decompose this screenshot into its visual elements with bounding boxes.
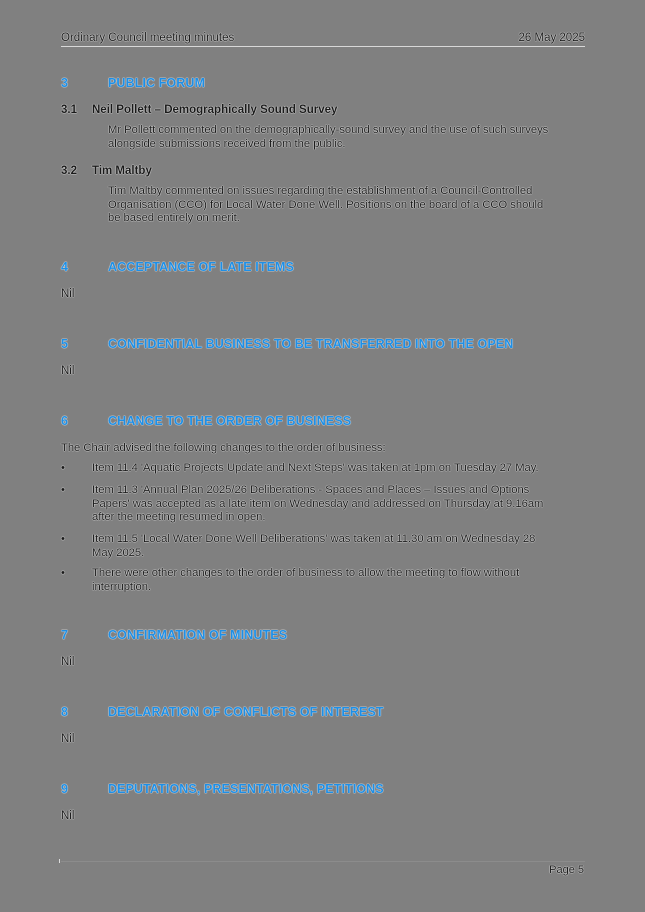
section-number: 8 <box>61 705 69 719</box>
bullet-icon: • <box>61 533 65 545</box>
section-title: DECLARATION OF CONFLICTS OF INTEREST <box>108 705 384 719</box>
text-line: Papers' was accepted as a late item on Wednesday and addressed on Thursday at 9.16am <box>92 497 544 510</box>
section-number: 6 <box>61 414 69 428</box>
subsection-number: 3.1 <box>61 104 77 116</box>
text-line: Organisation (CCO) for Local Water Done Well. Positions on the board of a CCO should <box>108 198 544 211</box>
subsection-body-3-2 <box>108 185 588 226</box>
section-title: DEPUTATIONS, PRESENTATIONS, PETITIONS <box>108 782 384 796</box>
section-title: CONFIDENTIAL BUSINESS TO BE TRANSFERRED INTO THE OPEN <box>108 337 514 351</box>
subsection-title: Tim Maltby <box>92 165 152 177</box>
section-title: PUBLIC FORUM <box>108 76 206 90</box>
document-title: Ordinary Council meeting minutes <box>61 32 235 44</box>
section-title: ACCEPTANCE OF LATE ITEMS <box>108 260 294 274</box>
text-line: Item 11.3 'Annual Plan 2025/26 Deliberations - Spaces and Places – Issues and Options <box>92 484 530 496</box>
section-number: 5 <box>61 337 69 351</box>
section-body-7: Nil <box>61 656 75 668</box>
subsection-number: 3.2 <box>61 165 77 177</box>
bullet-icon: • <box>61 484 65 496</box>
text-line: interruption. <box>92 580 152 593</box>
text-line: There were other changes to the order of business to allow the meeting to flow without <box>92 567 520 579</box>
document-date: 26 May 2025 <box>518 32 585 44</box>
bullet-icon: • <box>61 567 65 579</box>
text-line: May 2025. <box>92 546 145 559</box>
section-body-4: Nil <box>61 288 75 300</box>
section-title: CHANGE TO THE ORDER OF BUSINESS <box>108 414 352 428</box>
bullet-icon: • <box>61 462 65 474</box>
text-line: Item 11.5 'Local Water Done Well Deliberations' was taken at 11.30 am on Wednesday 28 <box>92 533 536 545</box>
section-number: 7 <box>61 628 69 642</box>
text-line: be based entirely on merit. <box>108 212 240 225</box>
section-number: 3 <box>61 76 69 90</box>
footer-marker <box>59 859 60 863</box>
section-number: 4 <box>61 260 69 274</box>
page-number: Page 5 <box>549 864 584 876</box>
section-number: 9 <box>61 782 69 796</box>
footer-divider <box>61 861 585 862</box>
text-line: alongside submissions received from the public. <box>108 137 346 150</box>
section-intro-6: The Chair advised the following changes to the order of business: <box>61 442 386 454</box>
section-body-8: Nil <box>61 733 75 745</box>
text-line: after the meeting resumed in open. <box>92 511 266 524</box>
text-line: Mr Pollett commented on the demographically-sound survey and the use of such surveys <box>108 124 549 136</box>
text-line: Item 11.4 'Aquatic Projects Update and Next Steps' was taken at 1pm on Tuesday 27 May. <box>92 462 539 474</box>
text-line: Tim Maltby commented on issues regarding the establishment of a Council-Controlled <box>108 185 533 197</box>
section-body-5: Nil <box>61 365 75 377</box>
subsection-body-3-1 <box>108 124 588 151</box>
section-body-9: Nil <box>61 810 75 822</box>
subsection-title: Neil Pollett – Demographically Sound Survey <box>92 104 338 116</box>
page-header <box>61 32 585 47</box>
section-title: CONFIRMATION OF MINUTES <box>108 628 288 642</box>
